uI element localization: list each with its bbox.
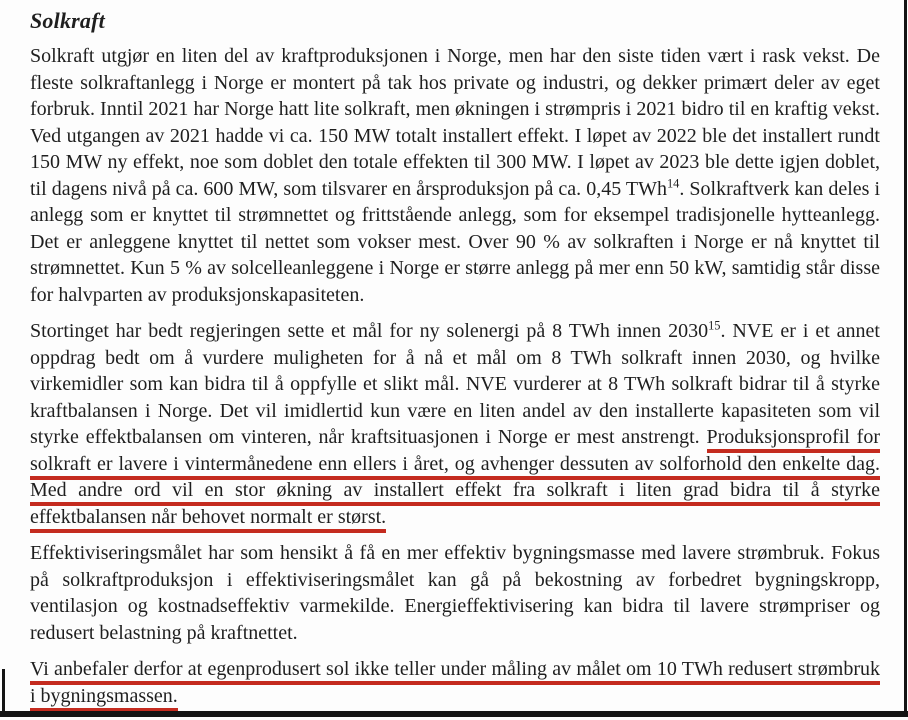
text-run: Solkraft utgjør en liten del av kraftproduksjonen i Norge, men har den siste tiden vært i rask vekst. De fleste solkraftanlegg i Norge er montert på tak hos private og industri, og dekker primært deler av eget forbruk. Inntil 2021 har Norge hatt lite solkraft, men økningen i strømpris i 2021 bidro til en kraftig vekst. Ved utgangen av 2021 hadde vi ca. 150 MW totalt installert effekt. I løpet av 2022 ble det installert rundt 150 MW ny effekt, noe som doblet den totale effekten til 300 MW. I løpet av 2023 ble dette igjen doblet, til dagens nivå på ca. 600 MW, som tilsvarer en årsproduksjon på ca. 0,45 TWh bbox=[30, 45, 880, 200]
document-title: Solkraft bbox=[30, 8, 105, 33]
red-underlined-text: Produksjonsprofil for solkraft er lavere i vintermånedene enn ellers i året, og avhenger dessuten av solforhold den enkelte dag. Med andre ord vil en stor økning av installert effekt fra solkraft i liten grad bidra til å styrke effektbalansen når behovet normalt er størst. bbox=[30, 426, 880, 533]
frame-border-left bbox=[2, 669, 5, 717]
text-run: Effektiviseringsmålet har som hensikt å få en mer effektiv bygningsmasse med lavere strømbruk. Fokus på solkraftproduksjon i effektiviseringsmålet kan gå på bekostning av forbedret bygningskropp, ventilasjon og kostnadseffektiv varmekilde. Energieffektivisering kan bidra til lavere strømpriser og redusert belastning på kraftnettet. bbox=[30, 542, 880, 644]
paragraph bbox=[30, 656, 880, 709]
frame-border-right bbox=[904, 0, 907, 714]
text-run: . NVE er i et annet oppdrag bedt om å vurdere muligheten for å nå et mål om 8 TWh solkraft innen 2030, og hvilke virkemidler som kan bidra til å oppfylle et slikt mål. NVE vurderer at 8 TWh solkraft bidrar til å styrke kraftbalansen i Norge. Det vil imidlertid kun være en liten andel av den installerte kapasiteten som vil styrke effektbalansen om vinteren, når kraftsituasjonen i Norge er mest anstrengt. bbox=[30, 320, 880, 448]
red-underlined-text: Vi anbefaler derfor at egenprodusert sol ikke teller under måling av målet om 10 TWh redusert strømbruk i bygningsmassen. bbox=[30, 658, 880, 712]
frame-border-bottom bbox=[0, 711, 908, 717]
document-body bbox=[30, 43, 880, 709]
footnote-superscript: 14 bbox=[666, 175, 680, 190]
paragraph bbox=[30, 540, 880, 646]
paragraph bbox=[30, 43, 880, 308]
paragraph bbox=[30, 318, 880, 530]
text-run: . Solkraftverk kan deles i anlegg som er knyttet til strømnettet og frittstående anlegg, som for eksempel tradisjonelle hytteanlegg. Det er anleggene knyttet til nettet som vokser mest. Over 90 % av solkraften i Norge er nå knyttet til strømnettet. Kun 5 % av solcelleanleggene i Norge er større anlegg på mer enn 50 kW, samtidig står disse for halvparten av produksjonskapasiteten. bbox=[30, 177, 881, 306]
text-run: Stortinget har bedt regjeringen sette et mål for ny solenergi på 8 TWh innen 2030 bbox=[30, 320, 709, 342]
footnote-superscript: 15 bbox=[708, 318, 721, 333]
